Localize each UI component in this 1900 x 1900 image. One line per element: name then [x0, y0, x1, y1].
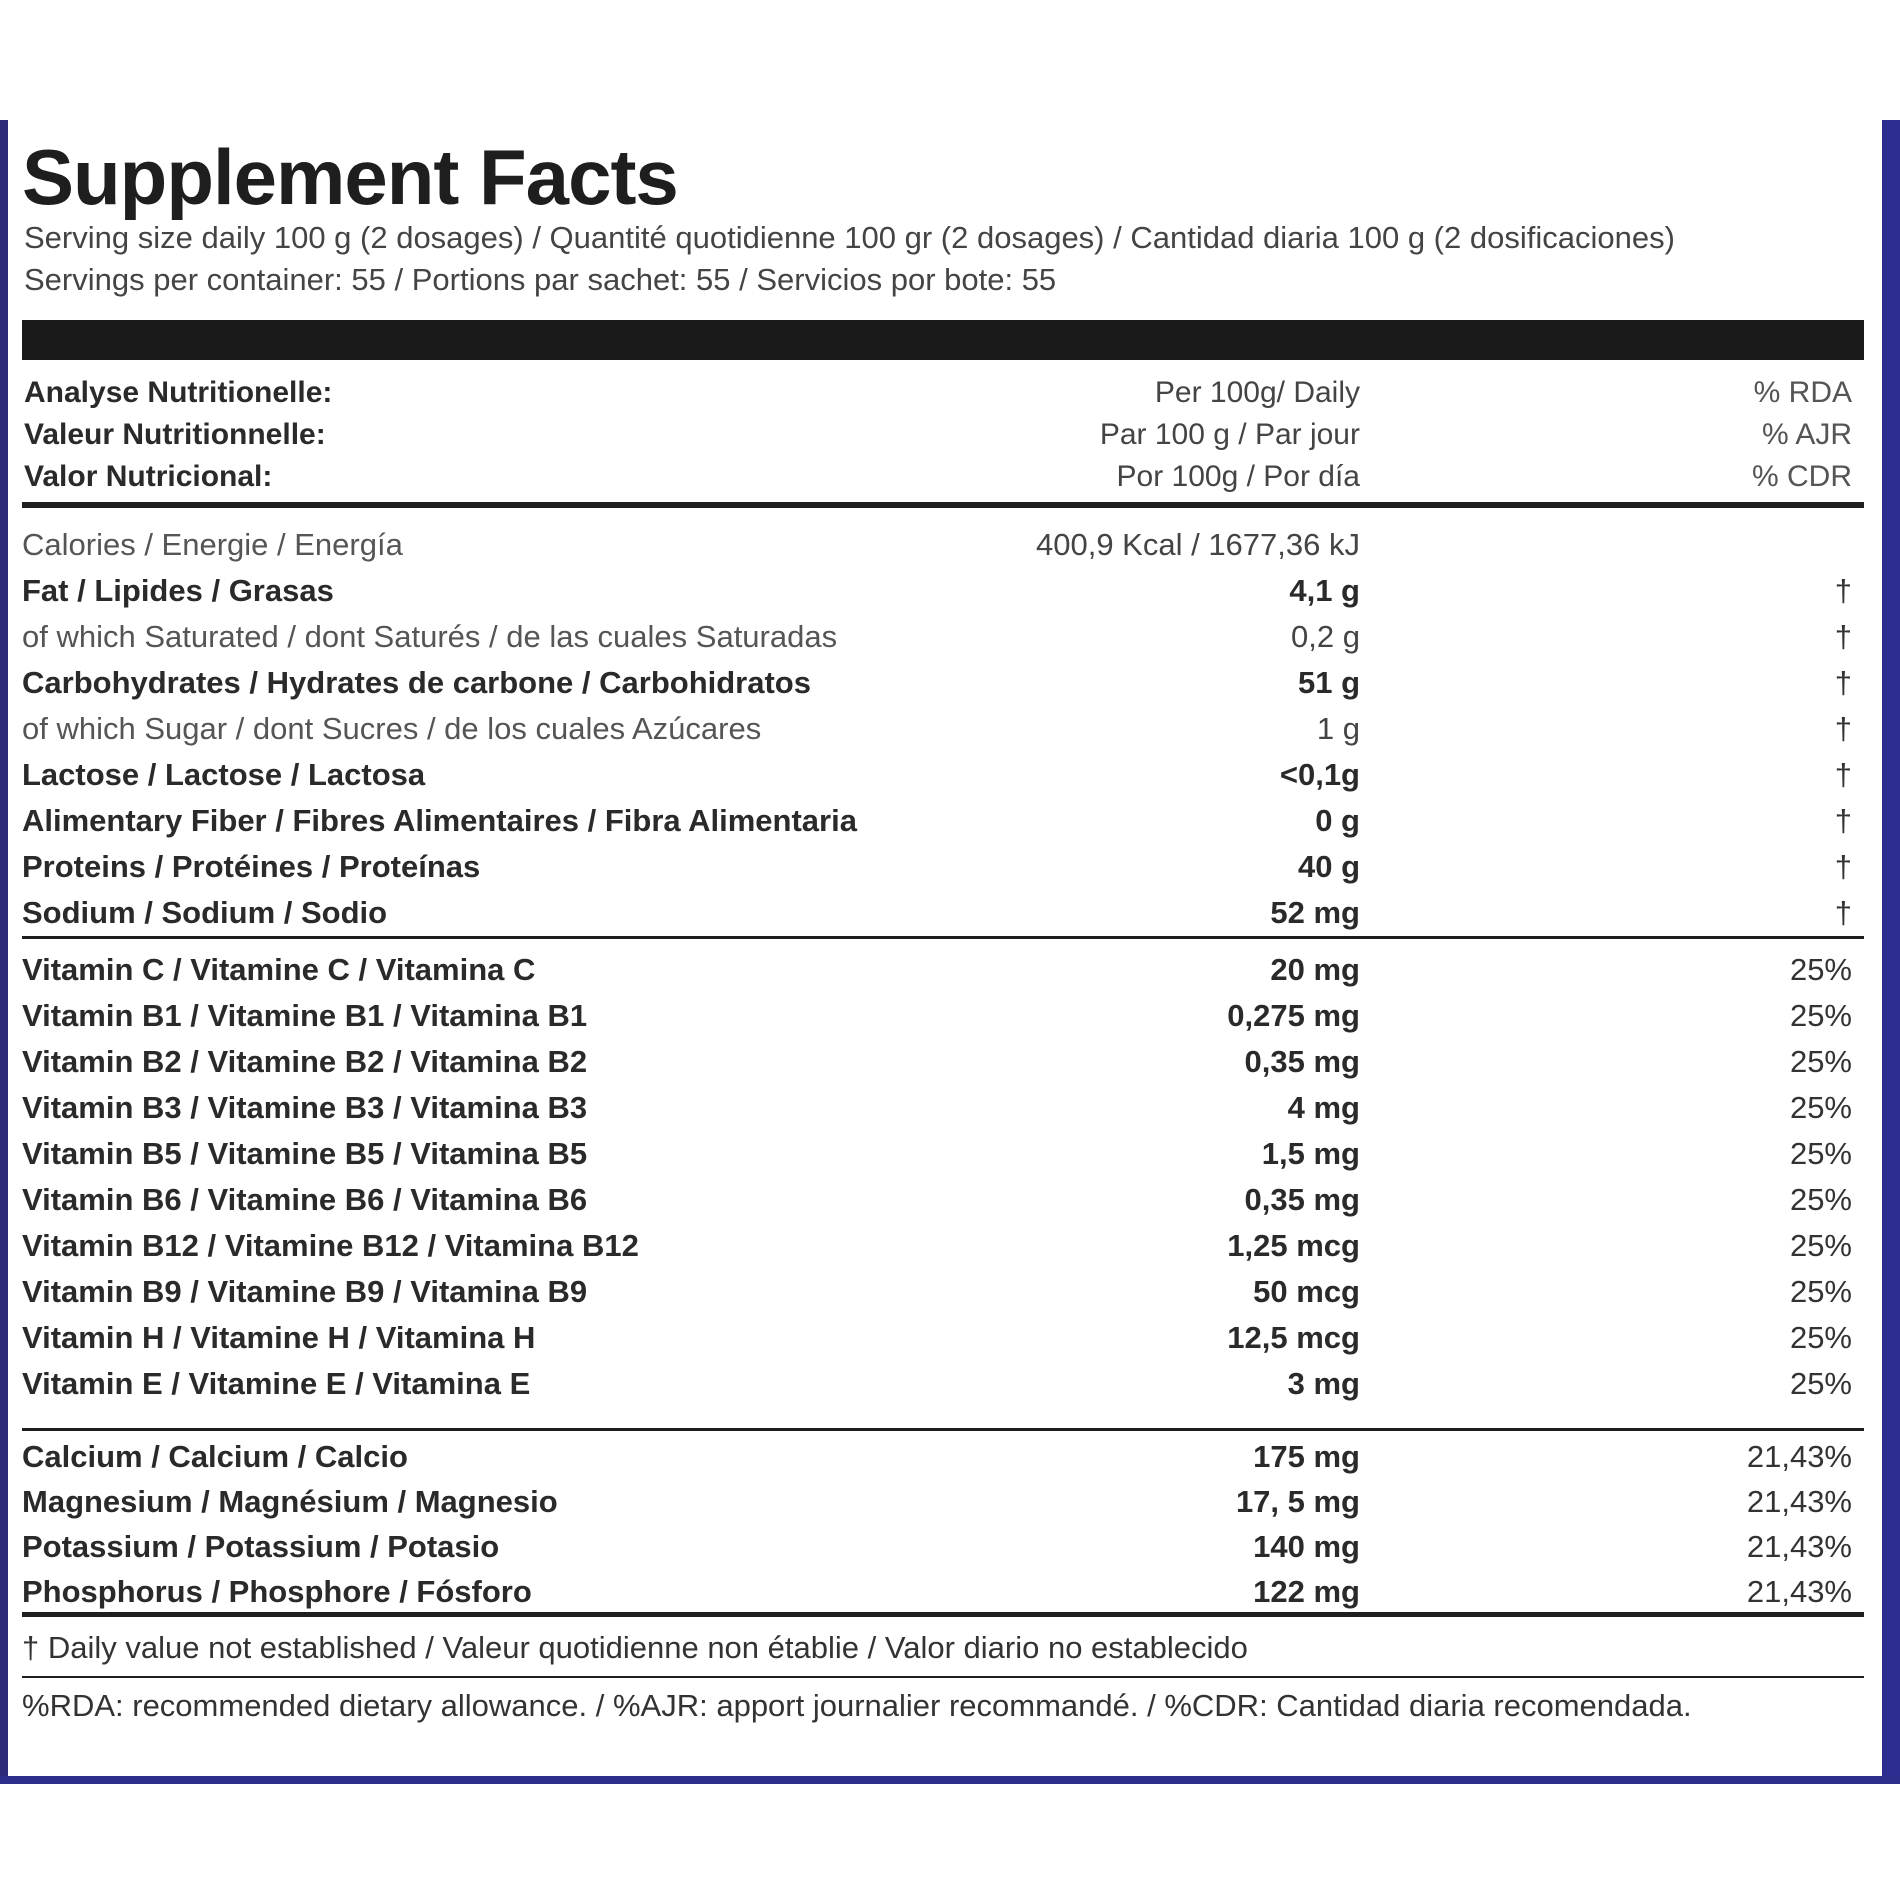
nutrient-daily-value: †	[1834, 803, 1852, 838]
nutrient-amount: 4 mg	[1287, 1090, 1360, 1125]
nutrient-daily-value: 21,43%	[1746, 1529, 1852, 1564]
header-label: Analyse Nutritionelle:	[24, 376, 333, 409]
nutrient-daily-value: †	[1834, 895, 1852, 930]
divider-footnote	[22, 1676, 1864, 1678]
nutrient-daily-value: 21,43%	[1746, 1484, 1852, 1519]
container-edge-bottom	[0, 1776, 1900, 1784]
nutrient-row	[22, 752, 1860, 797]
nutrient-amount: 175 mg	[1253, 1439, 1360, 1474]
nutrient-row	[22, 844, 1860, 889]
nutrient-daily-value: 25%	[1789, 1228, 1852, 1263]
nutrient-name: Phosphorus / Phosphore / Fósforo	[22, 1574, 532, 1609]
nutrient-amount: 3 mg	[1287, 1366, 1360, 1401]
container-edge-right	[1882, 120, 1900, 1780]
nutrient-row	[22, 1131, 1860, 1176]
nutrient-row	[22, 1177, 1860, 1222]
nutrient-row	[22, 568, 1860, 613]
nutrient-name: Vitamin B6 / Vitamine B6 / Vitamina B6	[22, 1182, 588, 1217]
nutrient-daily-value: †	[1834, 573, 1852, 608]
nutrient-name: Vitamin B5 / Vitamine B5 / Vitamina B5	[22, 1136, 588, 1171]
nutrient-row	[22, 522, 1860, 567]
nutrient-name: of which Sugar / dont Sucres / de los cuales Azúcares	[22, 711, 762, 746]
nutrient-daily-value: †	[1834, 711, 1852, 746]
header-row	[22, 372, 1860, 414]
serving-size: Serving size daily 100 g (2 dosages) / Quantité quotidienne 100 gr (2 dosages) / Cantidad diaria 100 g (2 dosificaciones)	[24, 220, 1675, 255]
header-label: Valor Nutricional:	[24, 460, 273, 493]
nutrient-daily-value: †	[1834, 757, 1852, 792]
nutrient-amount: 51 g	[1297, 665, 1360, 700]
nutrient-daily-value: 25%	[1789, 998, 1852, 1033]
nutrient-row	[22, 1361, 1860, 1406]
label-title: Supplement Facts	[22, 133, 678, 221]
nutrient-daily-value: †	[1834, 849, 1852, 884]
header-bar	[22, 320, 1864, 360]
nutrient-daily-value: 21,43%	[1746, 1574, 1852, 1609]
footnote-rda: %RDA: recommended dietary allowance. / %AJR: apport journalier recommandé. / %CDR: Cantidad diaria recomendada.	[22, 1688, 1692, 1723]
nutrient-amount: 1,25 mcg	[1227, 1228, 1360, 1263]
servings-per-container: Servings per container: 55 / Portions par sachet: 55 / Servicios por bote: 55	[24, 262, 1057, 297]
nutrient-row	[22, 1479, 1860, 1524]
nutrient-row	[22, 1085, 1860, 1130]
nutrient-row	[22, 1569, 1860, 1614]
nutrient-daily-value: 25%	[1789, 1320, 1852, 1355]
nutrient-amount: 140 mg	[1253, 1529, 1360, 1564]
divider-macros	[22, 936, 1864, 939]
header-label: Valeur Nutritionnelle:	[24, 418, 326, 451]
nutrient-name: Lactose / Lactose / Lactosa	[22, 757, 426, 792]
nutrient-amount: 12,5 mcg	[1227, 1320, 1360, 1355]
nutrient-name: Fat / Lipides / Grasas	[22, 573, 334, 608]
nutrient-row	[22, 890, 1860, 935]
nutrient-amount: 122 mg	[1253, 1574, 1360, 1609]
nutrient-row	[22, 706, 1860, 751]
nutrient-amount: 17, 5 mg	[1235, 1484, 1360, 1519]
nutrient-amount: 40 g	[1297, 849, 1360, 884]
container-edge-left	[0, 120, 8, 1780]
nutrient-daily-value: 25%	[1789, 1090, 1852, 1125]
nutrient-daily-value: 25%	[1789, 1044, 1852, 1079]
header-pct-column: % CDR	[1751, 460, 1852, 493]
header-pct-column: % RDA	[1753, 376, 1852, 409]
nutrient-amount: 0,275 mg	[1227, 998, 1360, 1033]
nutrient-name: Vitamin E / Vitamine E / Vitamina E	[22, 1366, 531, 1401]
nutrient-amount: 50 mcg	[1253, 1274, 1360, 1309]
nutrient-row	[22, 993, 1860, 1038]
nutrient-name: Calcium / Calcium / Calcio	[22, 1439, 408, 1474]
nutrient-daily-value: 21,43%	[1746, 1439, 1852, 1474]
nutrient-amount: 0,35 mg	[1244, 1044, 1360, 1079]
nutrient-row	[22, 1223, 1860, 1268]
nutrient-row	[22, 1269, 1860, 1314]
nutrient-name: Vitamin B12 / Vitamine B12 / Vitamina B12	[22, 1228, 639, 1263]
nutrient-daily-value: 25%	[1789, 1136, 1852, 1171]
divider-thick	[22, 502, 1864, 508]
nutrient-amount: 0 g	[1315, 803, 1360, 838]
nutrient-amount: 4,1 g	[1289, 573, 1360, 608]
nutrient-name: Potassium / Potassium / Potasio	[22, 1529, 500, 1564]
nutrient-name: Alimentary Fiber / Fibres Alimentaires / Fibra Alimentaria	[22, 803, 857, 838]
nutrient-daily-value: 25%	[1789, 1182, 1852, 1217]
nutrient-amount: 1 g	[1316, 711, 1360, 746]
nutrient-row	[22, 1434, 1860, 1479]
nutrient-row	[22, 947, 1860, 992]
nutrient-daily-value: 25%	[1789, 952, 1852, 987]
nutrient-name: Vitamin C / Vitamine C / Vitamina C	[22, 952, 536, 987]
header-per-column: Par 100 g / Par jour	[1099, 418, 1360, 451]
header-pct-column: % AJR	[1761, 418, 1852, 451]
nutrient-daily-value: †	[1834, 665, 1852, 700]
nutrient-row	[22, 1039, 1860, 1084]
footnote-dagger: † Daily value not established / Valeur quotidienne non établie / Valor diario no establecido	[22, 1630, 1248, 1665]
nutrient-name: Vitamin B2 / Vitamine B2 / Vitamina B2	[22, 1044, 588, 1079]
nutrient-daily-value: 25%	[1789, 1274, 1852, 1309]
nutrient-name: Proteins / Protéines / Proteínas	[22, 849, 481, 884]
nutrient-name: Sodium / Sodium / Sodio	[22, 895, 388, 930]
nutrient-name: Vitamin B1 / Vitamine B1 / Vitamina B1	[22, 998, 588, 1033]
nutrient-amount: <0,1g	[1279, 757, 1360, 792]
nutrient-daily-value: †	[1834, 619, 1852, 654]
divider-minerals	[22, 1612, 1864, 1617]
nutrient-row	[22, 660, 1860, 705]
nutrient-amount: 400,9 Kcal / 1677,36 kJ	[1035, 527, 1360, 562]
nutrient-row	[22, 614, 1860, 659]
nutrient-row	[22, 1315, 1860, 1360]
nutrient-name: Magnesium / Magnésium / Magnesio	[22, 1484, 558, 1519]
divider-vitamins	[22, 1428, 1864, 1431]
header-row	[22, 456, 1860, 498]
nutrient-name: Vitamin H / Vitamine H / Vitamina H	[22, 1320, 536, 1355]
nutrient-name: Vitamin B3 / Vitamine B3 / Vitamina B3	[22, 1090, 588, 1125]
nutrient-daily-value: 25%	[1789, 1366, 1852, 1401]
nutrient-row	[22, 798, 1860, 843]
nutrient-name: Calories / Energie / Energía	[22, 527, 403, 562]
nutrient-amount: 0,2 g	[1291, 619, 1360, 654]
nutrient-name: of which Saturated / dont Saturés / de las cuales Saturadas	[22, 619, 838, 654]
header-per-column: Por 100g / Por día	[1116, 460, 1360, 493]
nutrient-amount: 0,35 mg	[1244, 1182, 1360, 1217]
header-per-column: Per 100g/ Daily	[1154, 376, 1360, 409]
nutrient-amount: 1,5 mg	[1261, 1136, 1360, 1171]
nutrient-name: Carbohydrates / Hydrates de carbone / Carbohidratos	[22, 665, 811, 700]
nutrient-amount: 20 mg	[1270, 952, 1360, 987]
nutrient-name: Vitamin B9 / Vitamine B9 / Vitamina B9	[22, 1274, 588, 1309]
supplement-facts-label	[22, 132, 1862, 1772]
nutrient-amount: 52 mg	[1270, 895, 1360, 930]
nutrient-row	[22, 1524, 1860, 1569]
header-row	[22, 414, 1860, 456]
